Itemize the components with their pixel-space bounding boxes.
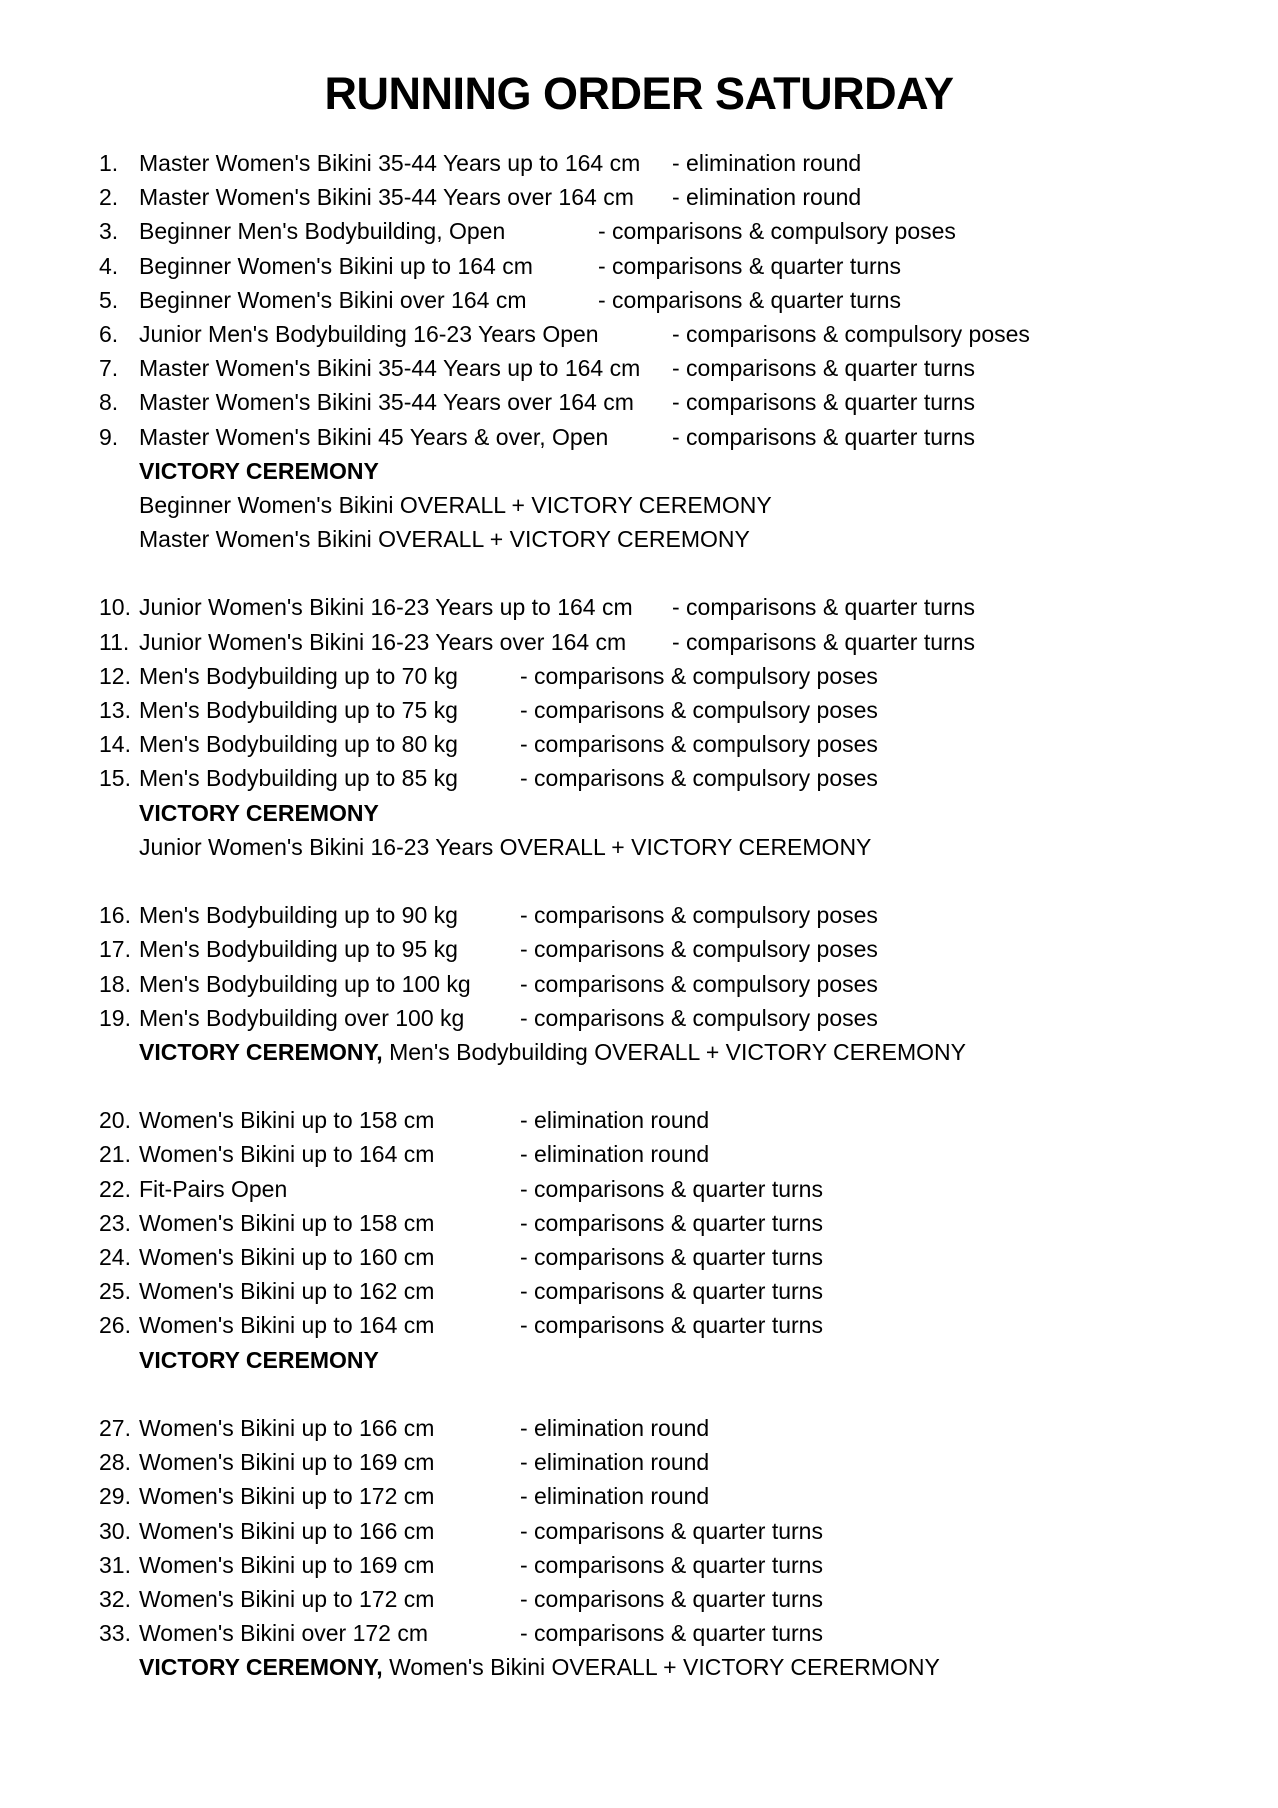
list-item (99, 1137, 1239, 1171)
item-number: 28. (99, 1449, 131, 1476)
item-round: - elimination round (520, 1483, 710, 1510)
ceremony-text: Master Women's Bikini OVERALL + VICTORY CEREMONY (139, 526, 750, 553)
list-item (99, 1240, 1239, 1274)
item-round: - comparisons & quarter turns (520, 1244, 823, 1270)
ceremony-note (99, 796, 1239, 830)
item-round: - comparisons & quarter turns (520, 1209, 823, 1236)
item-round: - comparisons & quarter turns (520, 1620, 823, 1647)
item-round: - comparisons & compulsory poses (520, 902, 878, 929)
page-title: RUNNING ORDER SATURDAY (324, 68, 954, 119)
victory-ceremony-label: VICTORY CEREMONY, (139, 1654, 383, 1681)
item-number: 9. (99, 423, 119, 450)
item-round: - comparisons & quarter turns (520, 1278, 823, 1305)
item-round: - comparisons & compulsory poses (520, 765, 878, 792)
item-category: Master Women's Bikini 35-44 Years up to 164 cm (139, 355, 641, 382)
list-item (99, 317, 1239, 351)
item-category: Men's Bodybuilding over 100 kg (139, 1004, 465, 1031)
item-number: 18. (99, 970, 131, 997)
item-category: Women's Bikini up to 172 cm (139, 1585, 435, 1612)
item-number: 4. (99, 252, 119, 279)
item-number: 25. (99, 1278, 131, 1305)
item-number: 6. (99, 320, 119, 347)
item-round: - comparisons & compulsory poses (520, 662, 878, 689)
ceremony-text: Junior Women's Bikini 16-23 Years OVERALL + VICTORY CEREMONY (139, 833, 872, 860)
list-item (99, 1308, 1239, 1342)
ceremony-text: Women's Bikini OVERALL + VICTORY CERERMONY (382, 1654, 940, 1681)
item-number: 22. (99, 1175, 131, 1202)
item-number: 17. (99, 936, 131, 963)
item-round: - elimination round (520, 1449, 710, 1476)
list-item (99, 351, 1239, 385)
item-category: Women's Bikini up to 166 cm (139, 1414, 435, 1441)
item-round: - comparisons & compulsory poses (520, 1004, 878, 1031)
list-item (99, 146, 1239, 180)
ceremony-note (99, 1343, 1239, 1377)
list-item (99, 590, 1239, 624)
item-round: - comparisons & compulsory poses (520, 936, 878, 963)
item-category: Women's Bikini up to 169 cm (139, 1551, 435, 1578)
item-number: 13. (99, 697, 131, 723)
item-number: 3. (99, 218, 119, 245)
list-item (99, 1411, 1239, 1445)
item-number: 8. (99, 389, 119, 416)
item-round: - comparisons & compulsory poses (520, 731, 878, 758)
item-round: - elimination round (672, 150, 862, 176)
ceremony-note (99, 522, 1239, 556)
item-number: 21. (99, 1141, 131, 1168)
item-round: - comparisons & quarter turns (520, 1517, 823, 1544)
item-category: Master Women's Bikini 35-44 Years up to 164 cm (139, 150, 641, 176)
spacer (99, 1069, 1239, 1103)
list-item (99, 1001, 1239, 1035)
item-category: Master Women's Bikini 35-44 Years over 164 cm (139, 389, 634, 416)
item-round: - comparisons & compulsory poses (672, 320, 1030, 347)
ceremony-text: Beginner Women's Bikini OVERALL + VICTORY CEREMONY (139, 491, 772, 518)
list-item (99, 693, 1239, 727)
item-category: Beginner Men's Bodybuilding, Open (139, 218, 506, 245)
ceremony-note (99, 488, 1239, 522)
ceremony-text: Men's Bodybuilding OVERALL + VICTORY CEREMONY (382, 1038, 966, 1065)
list-item (99, 659, 1239, 693)
item-number: 10. (99, 594, 131, 621)
item-category: Men's Bodybuilding up to 100 kg (139, 970, 471, 997)
list-item (99, 1582, 1239, 1616)
list-item (99, 420, 1239, 454)
item-category: Master Women's Bikini 35-44 Years over 164 cm (139, 184, 634, 211)
list-item (99, 1103, 1239, 1137)
item-round: - comparisons & quarter turns (672, 594, 975, 621)
list-item (99, 249, 1239, 283)
victory-ceremony-label: VICTORY CEREMONY (139, 1346, 379, 1373)
item-number: 5. (99, 286, 119, 313)
list-item (99, 283, 1239, 317)
item-round: - elimination round (520, 1107, 710, 1134)
spacer (99, 556, 1239, 590)
list-item (99, 1479, 1239, 1513)
item-round: - elimination round (520, 1414, 710, 1441)
ceremony-note (99, 830, 1239, 864)
item-category: Men's Bodybuilding up to 75 kg (139, 697, 458, 723)
item-round: - comparisons & quarter turns (598, 252, 901, 279)
item-category: Men's Bodybuilding up to 90 kg (139, 902, 458, 929)
item-number: 12. (99, 662, 131, 689)
item-category: Men's Bodybuilding up to 95 kg (139, 936, 458, 963)
item-round: - comparisons & quarter turns (672, 423, 975, 450)
item-category: Women's Bikini up to 160 cm (139, 1244, 435, 1270)
item-round: - comparisons & quarter turns (672, 628, 975, 655)
victory-ceremony-label: VICTORY CEREMONY, (139, 1038, 383, 1065)
item-number: 15. (99, 765, 131, 792)
item-round: - elimination round (520, 1141, 710, 1168)
item-round: - comparisons & quarter turns (598, 286, 901, 313)
item-category: Junior Women's Bikini 16-23 Years up to 164 cm (139, 594, 633, 621)
item-category: Junior Women's Bikini 16-23 Years over 164 cm (139, 628, 627, 655)
item-number: 29. (99, 1483, 131, 1510)
item-category: Women's Bikini up to 172 cm (139, 1483, 435, 1510)
item-category: Men's Bodybuilding up to 80 kg (139, 731, 458, 758)
item-number: 11. (99, 628, 130, 655)
item-round: - comparisons & quarter turns (520, 1175, 823, 1202)
list-item (99, 1616, 1239, 1650)
list-item (99, 932, 1239, 966)
item-category: Women's Bikini up to 162 cm (139, 1278, 435, 1305)
item-number: 16. (99, 902, 131, 929)
item-number: 32. (99, 1585, 131, 1612)
list-item (99, 1172, 1239, 1206)
item-number: 33. (99, 1620, 131, 1647)
item-round: - comparisons & quarter turns (520, 1312, 823, 1339)
item-number: 7. (99, 355, 119, 382)
item-category: Women's Bikini over 172 cm (139, 1620, 429, 1647)
item-round: - comparisons & compulsory poses (520, 970, 878, 997)
item-round: - comparisons & quarter turns (672, 355, 975, 382)
item-number: 20. (99, 1107, 131, 1134)
item-category: Master Women's Bikini 45 Years & over, Open (139, 423, 609, 450)
item-round: - comparisons & quarter turns (520, 1585, 823, 1612)
list-item (99, 898, 1239, 932)
item-category: Women's Bikini up to 166 cm (139, 1517, 435, 1544)
item-category: Women's Bikini up to 158 cm (139, 1209, 435, 1236)
item-number: 26. (99, 1312, 131, 1339)
spacer (99, 864, 1239, 898)
list-item (99, 727, 1239, 761)
item-number: 19. (99, 1004, 131, 1031)
list-item (99, 214, 1239, 248)
running-order-list (99, 146, 1239, 1684)
item-category: Junior Men's Bodybuilding 16-23 Years Open (139, 320, 599, 347)
list-item (99, 385, 1239, 419)
item-round: - comparisons & quarter turns (672, 389, 975, 416)
list-item (99, 761, 1239, 795)
item-round: - comparisons & compulsory poses (520, 697, 878, 723)
item-category: Women's Bikini up to 164 cm (139, 1141, 435, 1168)
item-category: Men's Bodybuilding up to 70 kg (139, 662, 458, 689)
ceremony-note (99, 454, 1239, 488)
item-round: - comparisons & quarter turns (520, 1551, 823, 1578)
spacer (99, 1377, 1239, 1411)
ceremony-note (99, 1035, 1239, 1069)
item-category: Men's Bodybuilding up to 85 kg (139, 765, 458, 792)
item-number: 1. (99, 150, 119, 176)
item-number: 27. (99, 1414, 131, 1441)
item-number: 23. (99, 1209, 131, 1236)
list-item (99, 1514, 1239, 1548)
list-item (99, 625, 1239, 659)
list-item (99, 1274, 1239, 1308)
victory-ceremony-label: VICTORY CEREMONY (139, 457, 379, 484)
list-item (99, 967, 1239, 1001)
item-round: - comparisons & compulsory poses (598, 218, 956, 245)
item-category: Beginner Women's Bikini up to 164 cm (139, 252, 533, 279)
ceremony-note (99, 1650, 1239, 1684)
item-number: 31. (99, 1551, 131, 1578)
item-category: Women's Bikini up to 169 cm (139, 1449, 435, 1476)
item-number: 14. (99, 731, 131, 758)
list-item (99, 180, 1239, 214)
item-category: Beginner Women's Bikini over 164 cm (139, 286, 527, 313)
item-number: 2. (99, 184, 119, 211)
item-category: Women's Bikini up to 158 cm (139, 1107, 435, 1134)
item-category: Fit-Pairs Open (139, 1175, 288, 1202)
victory-ceremony-label: VICTORY CEREMONY (139, 799, 379, 826)
item-number: 30. (99, 1517, 131, 1544)
item-round: - elimination round (672, 184, 862, 211)
list-item (99, 1445, 1239, 1479)
item-category: Women's Bikini up to 164 cm (139, 1312, 435, 1339)
list-item (99, 1548, 1239, 1582)
item-number: 24. (99, 1244, 131, 1270)
list-item (99, 1206, 1239, 1240)
